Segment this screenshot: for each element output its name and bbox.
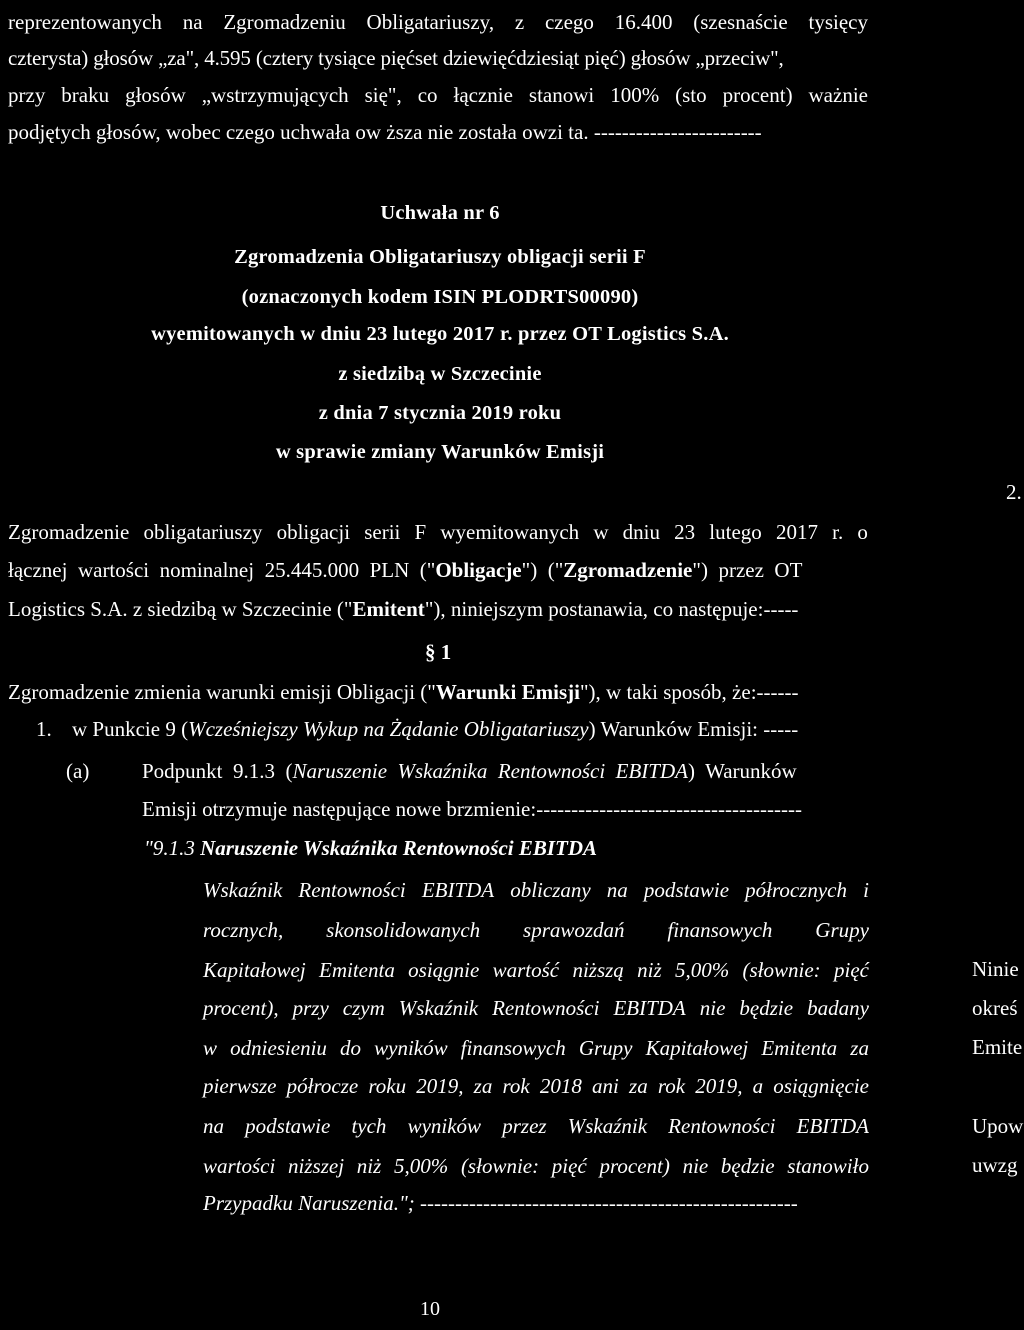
heading-line-3: (oznaczonych kodem ISIN PLODRTS00090) — [241, 286, 639, 308]
quote-line-5 — [203, 1036, 869, 1060]
term-warunki-emisji: Warunki Emisji — [435, 680, 580, 704]
term-zgromadzenie: Zgromadzenie — [563, 558, 693, 582]
word: obligatariuszy — [143, 520, 263, 544]
body-text: Zgromadzenie zmienia warunki emisji Obligacji (" — [8, 680, 436, 704]
word: 2017 — [775, 520, 818, 544]
word: z — [514, 10, 525, 34]
subitem-number: (a) — [66, 759, 90, 783]
word: 5,00% — [393, 1154, 449, 1178]
side-fragment: okreś — [972, 996, 1018, 1020]
word: r. — [832, 520, 844, 544]
word: nie — [682, 1154, 709, 1178]
side-fragment: 2. — [1006, 480, 1022, 504]
heading-line-4: wyemitowanych w dniu 23 lutego 2017 r. przez OT Logistics S.A. — [151, 323, 729, 345]
subitem-text: Podpunkt 9.1.3 ( — [142, 759, 293, 783]
quote-title — [144, 836, 597, 860]
word: przez — [502, 1114, 547, 1138]
prev-line-4: podjętych głosów, wobec czego uchwała ow ższa nie została owzi ta. ------------------------ — [8, 120, 762, 144]
word: (słownie: — [742, 958, 821, 982]
word: finansowych — [460, 1036, 566, 1060]
subitem-line-1 — [142, 759, 870, 783]
word: obligacji — [276, 520, 351, 544]
quote-line-7 — [203, 1114, 869, 1138]
word: pięć — [833, 958, 869, 982]
word: 2018 — [539, 1074, 582, 1098]
word: rok — [502, 1074, 530, 1098]
word: procent) — [599, 1154, 670, 1178]
word: F — [414, 520, 427, 544]
word: czym — [342, 996, 385, 1020]
quote-title-name: Naruszenie Wskaźnika Rentowności EBITDA — [200, 836, 598, 860]
quote-line-4 — [203, 996, 869, 1020]
quote-line-1 — [203, 878, 869, 902]
word: wartość — [492, 958, 560, 982]
word: Grupy — [578, 1036, 633, 1060]
word: wyników — [374, 1036, 448, 1060]
word: Obligatariuszy, — [366, 10, 495, 34]
word: badany — [807, 996, 869, 1020]
word: przy — [292, 996, 329, 1020]
word: dniu — [622, 520, 660, 544]
word: Kapitałowej — [203, 958, 306, 982]
word: Wskaźnik — [203, 878, 283, 902]
word: finansowych — [667, 918, 773, 942]
side-fragment: Upow — [972, 1114, 1024, 1138]
intro-text: Logistics S.A. z siedzibą w Szczecinie (" — [8, 597, 353, 621]
item-italic: Wcześniejszy Wykup na Żądanie Obligatariuszy — [188, 717, 589, 741]
word: rok — [657, 1074, 686, 1098]
word: tysięcy — [808, 10, 868, 34]
word: będzie — [739, 996, 794, 1020]
resolution-number: Uchwała nr 6 — [380, 202, 500, 224]
word: stanowiło — [787, 1154, 869, 1178]
prev-line-1 — [8, 10, 868, 34]
word: wyemitowanych — [440, 520, 580, 544]
word: EBITDA — [613, 996, 686, 1020]
word: tych — [351, 1114, 387, 1138]
word: procent), — [203, 996, 279, 1020]
word: serii — [364, 520, 401, 544]
word: Rentowności — [492, 996, 600, 1020]
word: stanowi — [528, 83, 595, 107]
word: obliczany — [510, 878, 591, 902]
word: łącznie — [453, 83, 513, 107]
word: osiągnięcie — [773, 1074, 869, 1098]
word: ani — [592, 1074, 619, 1098]
intro-line-1 — [8, 520, 868, 544]
word: na — [203, 1114, 224, 1138]
word: przy — [8, 83, 46, 107]
word: EBITDA — [796, 1114, 869, 1138]
word: EBITDA — [421, 878, 495, 902]
word: a — [752, 1074, 764, 1098]
word: Zgromadzenie — [8, 520, 130, 544]
prev-line-2: czterysta) głosów „za", 4.595 (cztery tysiące pięćset dziewięćdziesiąt pięć) głosów „przeciw", — [8, 46, 784, 70]
word: niższą — [572, 958, 624, 982]
item-line — [72, 717, 798, 741]
word: wyników — [407, 1114, 482, 1138]
word: 5,00% — [674, 958, 730, 982]
intro-text: ") przez OT — [692, 558, 803, 582]
word: Zgromadzeniu — [223, 10, 346, 34]
heading-line-5: z siedzibą w Szczecinie — [338, 363, 542, 385]
item-text: ) Warunków Emisji: ----- — [588, 717, 799, 741]
word: podstawie — [245, 1114, 331, 1138]
word: Kapitałowej — [645, 1036, 749, 1060]
word: ważnie — [808, 83, 868, 107]
word: (sto — [675, 83, 707, 107]
intro-text: "), niniejszym postanawia, co następuje:----- — [424, 597, 799, 621]
term-emitent: Emitent — [352, 597, 425, 621]
word: półrocze — [286, 1074, 359, 1098]
word: do — [340, 1036, 362, 1060]
word: braku — [61, 83, 110, 107]
side-fragment: uwzg — [972, 1153, 1018, 1177]
quote-line-3 — [203, 958, 869, 982]
heading-line-6: z dnia 7 stycznia 2019 roku — [318, 402, 562, 424]
word: niż — [637, 958, 662, 982]
word: o — [857, 520, 868, 544]
word: pięć — [551, 1154, 587, 1178]
word: sprawozdań — [523, 918, 625, 942]
section-symbol: § 1 — [425, 640, 452, 664]
word: Rentowności — [298, 878, 406, 902]
item-text: w Punkcie 9 ( — [72, 717, 189, 741]
word: za — [850, 1036, 869, 1060]
intro-text: łącznej wartości nominalnej 25.445.000 PLN (" — [8, 558, 436, 582]
word: lutego — [709, 520, 762, 544]
word: osiągnie — [408, 958, 480, 982]
word: skonsolidowanych — [326, 918, 481, 942]
word: 2019, — [695, 1074, 743, 1098]
word: Wskaźnik — [398, 996, 479, 1020]
word: półrocznych — [745, 878, 847, 902]
word: rocznych, — [203, 918, 284, 942]
word: (słownie: — [460, 1154, 540, 1178]
subitem-line-2: Emisji otrzymuje następujące nowe brzmienie:-------------------------------------- — [142, 797, 802, 821]
word: reprezentowanych — [8, 10, 162, 34]
word: wartości — [203, 1154, 276, 1178]
subitem-text: ) Warunków — [687, 759, 797, 783]
word: nie — [699, 996, 726, 1020]
word: Emitenta — [319, 958, 395, 982]
word: Grupy — [815, 918, 869, 942]
side-fragment: Emite — [972, 1035, 1023, 1059]
word: czego — [544, 10, 594, 34]
page-number: 10 — [420, 1298, 440, 1320]
side-fragment: Ninie — [972, 957, 1019, 981]
body-line-1 — [8, 680, 799, 704]
quote-title-num: "9.1.3 — [144, 836, 201, 860]
word: i — [863, 878, 869, 902]
intro-text: ") (" — [521, 558, 564, 582]
heading-line-7: w sprawie zmiany Warunków Emisji — [275, 441, 605, 463]
word: 16.400 — [614, 10, 673, 34]
word: za — [473, 1074, 493, 1098]
word: 2019, — [416, 1074, 464, 1098]
word: Rentowności — [668, 1114, 776, 1138]
heading-line-2: Zgromadzenia Obligatariuszy obligacji serii F — [234, 246, 646, 268]
word: pierwsze — [203, 1074, 277, 1098]
word: za — [629, 1074, 648, 1098]
word: Emitenta — [761, 1036, 838, 1060]
word: „wstrzymujących — [201, 83, 349, 107]
word: niż — [356, 1154, 382, 1178]
body-text: "), w taki sposób, że:------ — [579, 680, 799, 704]
prev-line-3 — [8, 83, 868, 107]
word: będzie — [720, 1154, 775, 1178]
word: podstawie — [643, 878, 730, 902]
word: na — [182, 10, 203, 34]
intro-line-2 — [8, 558, 868, 582]
quote-line-6 — [203, 1074, 869, 1098]
word: się", — [364, 83, 402, 107]
intro-line-3 — [8, 597, 798, 621]
word: w — [593, 520, 609, 544]
word: głosów — [125, 83, 186, 107]
word: odniesieniu — [230, 1036, 327, 1060]
term-obligacje: Obligacje — [435, 558, 522, 582]
quote-line-2 — [203, 918, 869, 942]
word: roku — [368, 1074, 407, 1098]
word: co — [417, 83, 438, 107]
item-number: 1. — [36, 717, 52, 741]
quote-line-8 — [203, 1154, 869, 1178]
word: 100% — [610, 83, 660, 107]
word: niższej — [288, 1154, 345, 1178]
word: (szesnaście — [693, 10, 788, 34]
quote-last-line: Przypadku Naruszenia."; ------------------------------------------------------ — [203, 1191, 798, 1215]
word: 23 — [674, 520, 696, 544]
subitem-italic: Naruszenie Wskaźnika Rentowności EBITDA — [292, 759, 688, 783]
word: na — [606, 878, 628, 902]
word: Wskaźnik — [567, 1114, 648, 1138]
word: w — [203, 1036, 218, 1060]
word: procent) — [722, 83, 793, 107]
